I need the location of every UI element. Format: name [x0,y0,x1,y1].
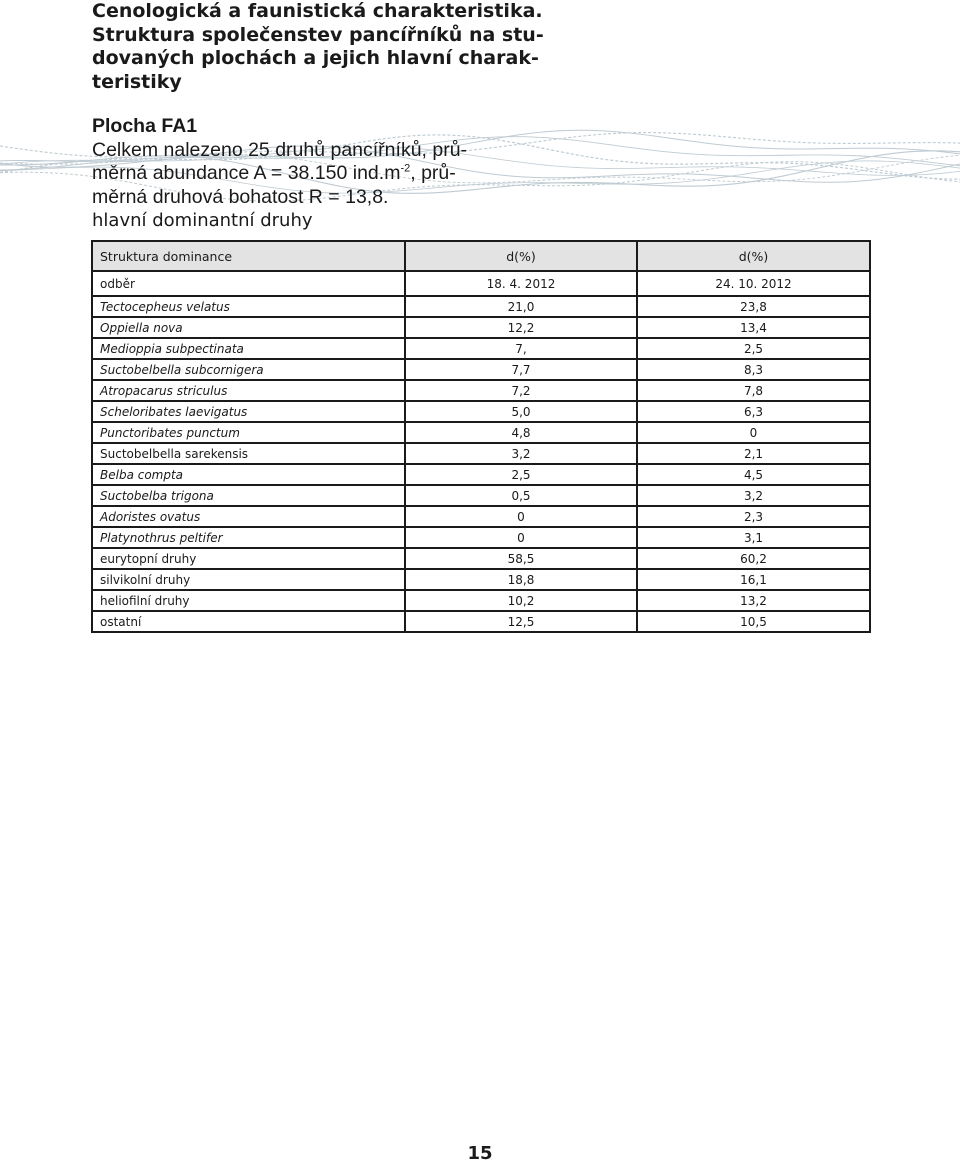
species-name: eurytopní druhy [92,548,405,569]
abundance-suffix: , prů- [410,162,456,184]
sampling-date-2: 24. 10. 2012 [637,271,870,296]
dominance-value-1: 0,5 [405,485,637,506]
section-heading [92,0,544,94]
species-name: Platynothrus peltifer [92,527,405,548]
species-name: ostatní [92,611,405,632]
table-row [92,569,870,590]
table-row [92,611,870,632]
dominance-value-1: 7, [405,338,637,359]
dominance-table [91,240,871,633]
dominance-value-2: 13,4 [637,317,870,338]
dominance-value-2: 23,8 [637,296,870,317]
table-row [92,485,870,506]
plot-title: Plocha FA1 [92,115,198,137]
table-row [92,317,870,338]
species-name: Suctobelbella sarekensis [92,443,405,464]
dominance-value-1: 3,2 [405,443,637,464]
title-line-1: Cenologická a faunistická charakteristika. [92,0,543,22]
title-line-2: Struktura společenstev pancířníků na stu- [92,23,544,46]
table-row [92,380,870,401]
table-row [92,401,870,422]
dominance-value-2: 7,8 [637,380,870,401]
plot-summary-line-1: Celkem nalezeno 25 druhů pancířníků, prů- [92,138,468,161]
dominance-value-1: 12,5 [405,611,637,632]
table-row [92,464,870,485]
dominance-value-1: 58,5 [405,548,637,569]
species-name: Punctoribates punctum [92,422,405,443]
dominance-value-1: 0 [405,527,637,548]
dominance-value-1: 12,2 [405,317,637,338]
dominance-value-1: 7,2 [405,380,637,401]
species-name: Scheloribates laevigatus [92,401,405,422]
table-header-row [92,241,870,271]
dominance-value-1: 7,7 [405,359,637,380]
dominance-value-2: 60,2 [637,548,870,569]
plot-summary-line-2 [92,162,512,186]
dominance-value-2: 2,5 [637,338,870,359]
species-name: Suctobelbella subcornigera [92,359,405,380]
table-row [92,443,870,464]
dominance-value-1: 18,8 [405,569,637,590]
header-structure: Struktura dominance [92,241,405,271]
species-name: Tectocepheus velatus [92,296,405,317]
dominance-value-1: 2,5 [405,464,637,485]
dominance-value-1: 21,0 [405,296,637,317]
dominance-value-2: 2,1 [637,443,870,464]
dominance-value-1: 4,8 [405,422,637,443]
dominance-value-2: 10,5 [637,611,870,632]
species-name: heliofilní druhy [92,590,405,611]
sampling-date-row [92,271,870,296]
title-line-3: dovaných plochách a jejich hlavní charak- [92,47,539,69]
abundance-text: měrná abundance A = 38.150 ind.m [92,162,401,184]
species-name: silvikolní druhy [92,569,405,590]
plot-description [92,115,512,233]
dominance-value-1: 5,0 [405,401,637,422]
table-row [92,506,870,527]
table-row [92,296,870,317]
title-line-4: teristiky [92,70,182,93]
table-row [92,527,870,548]
table-row [92,590,870,611]
table-row [92,422,870,443]
dominance-value-2: 0 [637,422,870,443]
header-d-percent-2: d(%) [637,241,870,271]
dominance-value-2: 3,2 [637,485,870,506]
dominance-value-2: 2,3 [637,506,870,527]
sampling-date-1: 18. 4. 2012 [405,271,637,296]
abundance-exponent: -2 [400,162,411,175]
dominance-value-2: 16,1 [637,569,870,590]
plot-summary-line-3: měrná druhová bohatost R = 13,8. [92,185,389,208]
dominant-species-caption: hlavní dominantní druhy [92,210,313,231]
dominance-value-1: 10,2 [405,590,637,611]
dominance-value-2: 13,2 [637,590,870,611]
species-name: Medioppia subpectinata [92,338,405,359]
table-row [92,548,870,569]
dominance-value-2: 3,1 [637,527,870,548]
dominance-value-2: 6,3 [637,401,870,422]
species-name: Suctobelba trigona [92,485,405,506]
page-number: 15 [467,1143,493,1164]
dominance-value-2: 4,5 [637,464,870,485]
dominance-value-1: 0 [405,506,637,527]
page-title [92,0,544,94]
header-d-percent-1: d(%) [405,241,637,271]
table-row [92,338,870,359]
species-name: Belba compta [92,464,405,485]
dominance-value-2: 8,3 [637,359,870,380]
species-name: Atropacarus striculus [92,380,405,401]
species-name: Oppiella nova [92,317,405,338]
species-name: Adoristes ovatus [92,506,405,527]
sampling-label: odběr [92,271,405,296]
table-row [92,359,870,380]
